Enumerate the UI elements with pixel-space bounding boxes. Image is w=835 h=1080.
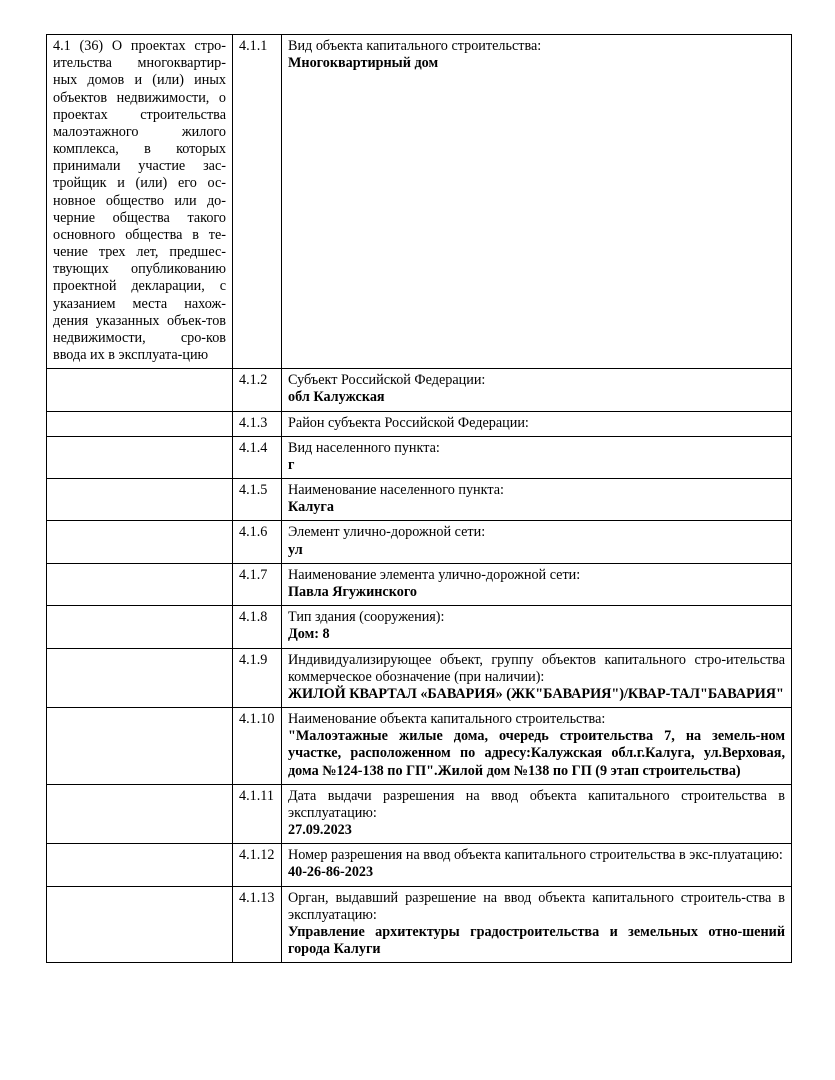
row-number: 4.1.10 <box>239 711 275 728</box>
row-number-cell <box>233 844 282 886</box>
row-number-cell <box>233 411 282 436</box>
row-label: Вид объекта капитального строительства: <box>288 38 542 54</box>
section-label-spacer <box>47 708 233 785</box>
row-value: Калуга <box>288 499 334 516</box>
row-number-cell <box>233 521 282 563</box>
row-label: Наименование объекта капитального строительства: <box>288 711 606 728</box>
row-value: 27.09.2023 <box>288 822 352 839</box>
row-value: "Малоэтажные жилые дома, очередь строительства 7, на земель-ном участке, расположенном по адресу:Калужская обл.г.Калуга, ул.Верховая, дома №124-138 по ГП".Жилой дом №138 по ГП (9 этап строительства) <box>288 728 785 779</box>
table-row <box>47 436 792 478</box>
row-body-cell <box>282 479 792 521</box>
row-number: 4.1.7 <box>239 566 268 583</box>
section-label-spacer <box>47 411 233 436</box>
row-label: Вид населенного пункта: <box>288 439 440 456</box>
row-body-cell <box>282 563 792 605</box>
section-label-spacer <box>47 648 233 708</box>
row-number: 4.1.12 <box>239 847 275 864</box>
row-value: Управление архитектуры градостроительства и земельных отно-шений города Калуги <box>288 923 785 958</box>
row-number: 4.1.8 <box>239 609 268 626</box>
row-value: Многоквартирный дом <box>288 55 439 72</box>
row-label: Район субъекта Российской Федерации: <box>288 414 529 431</box>
section-label-spacer <box>47 369 233 411</box>
row-value: г <box>288 456 295 473</box>
row-body-cell <box>282 411 792 436</box>
row-label: Наименование населенного пункта: <box>288 482 504 499</box>
row-number: 4.1.11 <box>239 787 274 804</box>
row-label: Орган, выдавший разрешение на ввод объекта капитального строитель-ства в эксплуатацию: <box>288 889 785 923</box>
row-number-cell <box>233 479 282 521</box>
table-row <box>47 844 792 886</box>
section-label-spacer <box>47 521 233 563</box>
row-number-cell <box>233 606 282 648</box>
row-value: ЖИЛОЙ КВАРТАЛ «БАВАРИЯ» (ЖК"БАВАРИЯ")/КВАР-ТАЛ"БАВАРИЯ" <box>288 685 784 702</box>
row-number-cell <box>233 563 282 605</box>
section-label-spacer <box>47 436 233 478</box>
table-row <box>47 35 792 369</box>
row-label: Субъект Российской Федерации: <box>288 372 486 389</box>
table-row <box>47 886 792 963</box>
row-number-cell <box>233 886 282 963</box>
row-number: 4.1.3 <box>239 414 268 431</box>
table-row <box>47 606 792 648</box>
section-label-spacer <box>47 606 233 648</box>
table-row <box>47 784 792 844</box>
row-number: 4.1.9 <box>239 651 268 668</box>
section-label-spacer <box>47 479 233 521</box>
table-row <box>47 563 792 605</box>
row-value: ул <box>288 541 303 558</box>
row-number: 4.1.13 <box>239 889 275 906</box>
row-value: Дом: 8 <box>288 626 330 643</box>
row-label: Элемент улично-дорожной сети: <box>288 524 486 541</box>
section-label-spacer <box>47 563 233 605</box>
row-label: Тип здания (сооружения): <box>288 609 445 626</box>
table-row <box>47 708 792 785</box>
row-label: Наименование элемента улично-дорожной сети: <box>288 566 581 583</box>
table-row <box>47 369 792 411</box>
row-body-cell <box>282 369 792 411</box>
row-body-cell <box>282 784 792 844</box>
row-value: обл Калужская <box>288 389 385 406</box>
row-number-cell <box>233 708 282 785</box>
row-number: 4.1.1 <box>239 38 268 54</box>
row-body-cell <box>282 521 792 563</box>
row-number: 4.1.4 <box>239 439 268 456</box>
row-body-cell <box>282 436 792 478</box>
row-number-cell <box>233 436 282 478</box>
row-number: 4.1.5 <box>239 482 268 499</box>
row-body-cell <box>282 886 792 963</box>
row-number-cell <box>233 35 282 369</box>
row-value: Павла Ягужинского <box>288 583 417 600</box>
row-number: 4.1.6 <box>239 524 268 541</box>
row-number-cell <box>233 648 282 708</box>
table-row <box>47 411 792 436</box>
table-row <box>47 479 792 521</box>
row-body-cell <box>282 648 792 708</box>
row-label: Дата выдачи разрешения на ввод объекта капитального строительства в эксплуатацию: <box>288 787 785 821</box>
section-label-spacer <box>47 844 233 886</box>
row-number-cell <box>233 369 282 411</box>
row-body-cell <box>282 844 792 886</box>
row-label: Индивидуализирующее объект, группу объектов капитального стро-ительства коммерческое обозначение (при наличии): <box>288 651 785 685</box>
table-row <box>47 648 792 708</box>
row-body-cell <box>282 606 792 648</box>
row-body-cell <box>282 708 792 785</box>
row-body-cell <box>282 35 792 369</box>
table-row <box>47 521 792 563</box>
row-number-cell <box>233 784 282 844</box>
row-label: Номер разрешения на ввод объекта капитального строительства в экс-плуатацию: <box>288 847 783 864</box>
section-label-text: 4.1 (36) О проектах стро-ительства многоквартир-ных домов и (или) иных объектов недвижимости, о проектах строительства малоэтажного жилого комплекса, в которых принимали участие зас-тройщик и (или) его ос-новное общество или до-черние общества такого основного общества в те-чение трех лет, предшес-твующих опубликованию проектной декларации, с указанием места нахож-дения указанных объек-тов недвижимости, сро-ков ввода их в эксплуата-цию <box>53 38 226 364</box>
declaration-table <box>46 34 792 963</box>
row-number: 4.1.2 <box>239 372 268 389</box>
section-label-cell <box>47 35 233 369</box>
section-label-spacer <box>47 886 233 963</box>
section-label-spacer <box>47 784 233 844</box>
row-value: 40-26-86-2023 <box>288 864 374 881</box>
